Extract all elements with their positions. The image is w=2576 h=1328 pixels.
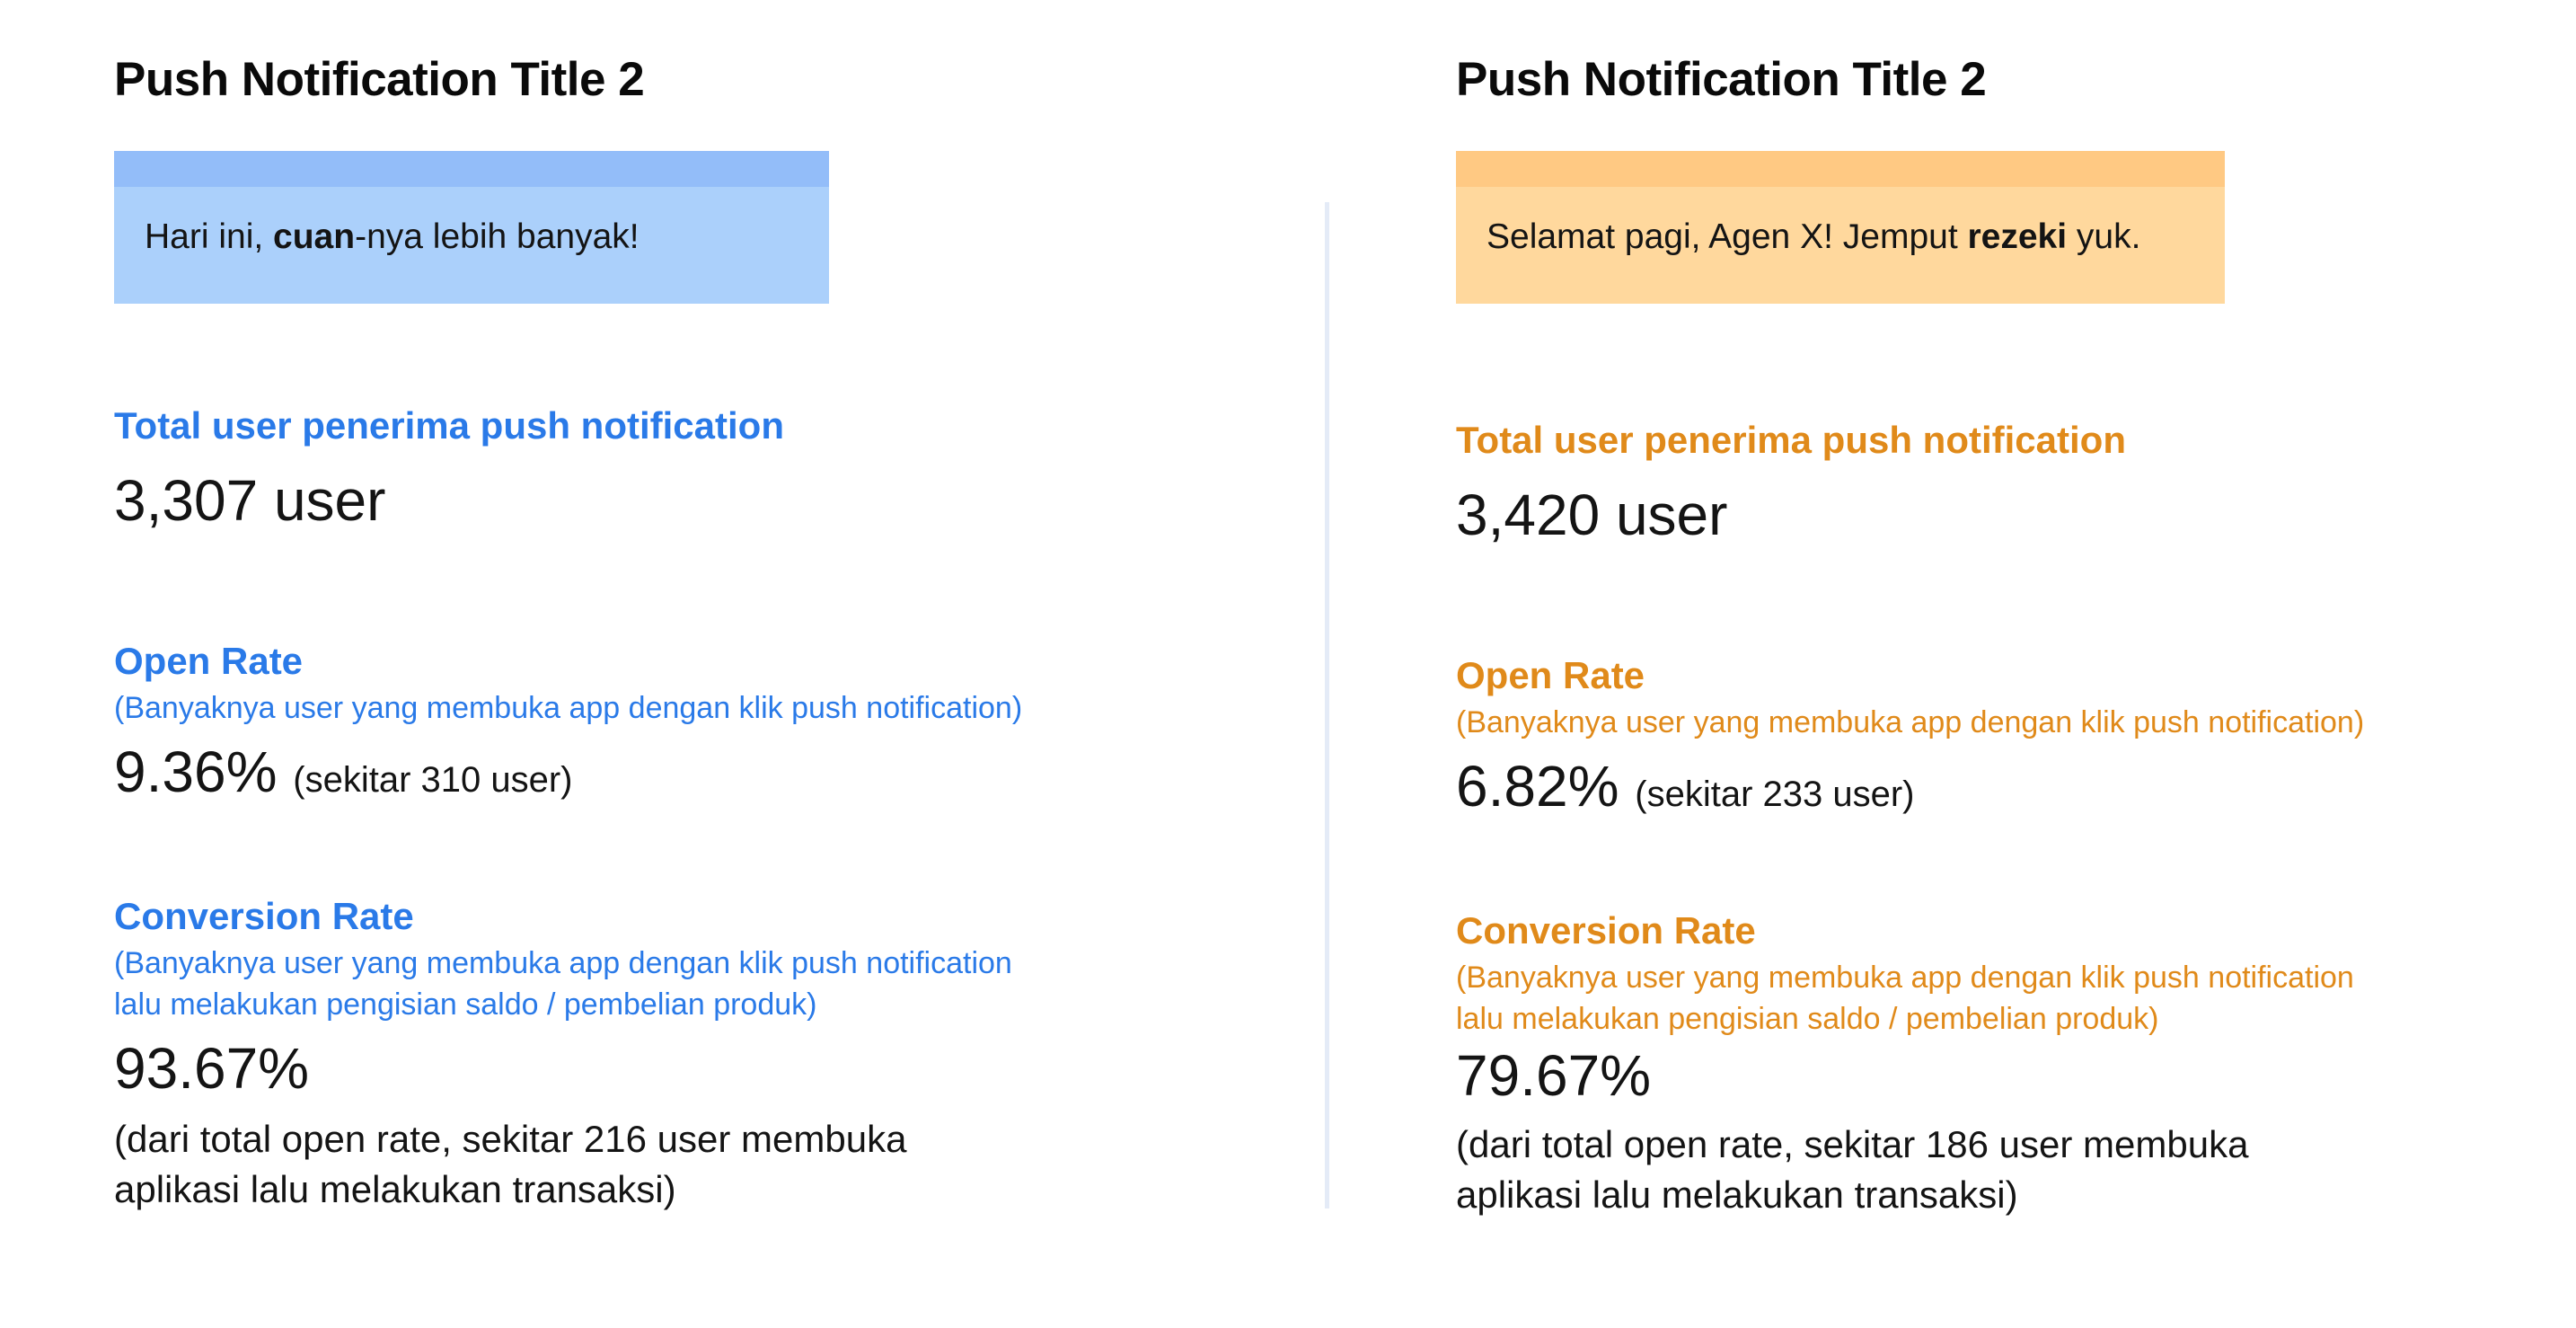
conversion-rate-description: (Banyaknya user yang membuka app dengan klik push notification lalu melakukan pengisian saldo / pembelian produk) (1456, 961, 2354, 1036)
notification-header-bar (114, 151, 829, 187)
total-users-label: Total user penerima push notification (1456, 419, 2126, 461)
open-rate-label: Open Rate (114, 640, 304, 682)
conversion-rate-label: Conversion Rate (114, 895, 414, 937)
open-rate-users: (sekitar 310 user) (293, 760, 573, 800)
notification-message: Hari ini, cuan-nya lebih banyak! (145, 217, 640, 256)
total-users-label: Total user penerima push notification (114, 404, 784, 447)
total-users-value: 3,307 user (114, 468, 386, 533)
notification-preview (1456, 151, 2225, 304)
open-rate-description: (Banyaknya user yang membuka app dengan klik push notification) (114, 691, 1023, 725)
conversion-rate-note: (dari total open rate, sekitar 186 user membuka aplikasi lalu melakukan transaksi) (1456, 1123, 2249, 1216)
conversion-rate-note: (dari total open rate, sekitar 216 user membuka aplikasi lalu melakukan transaksi) (114, 1118, 907, 1210)
panel-title: Push Notification Title 2 (1456, 53, 1987, 106)
open-rate-value: 9.36% (sekitar 310 user) (114, 739, 573, 804)
right-panel (1456, 0, 2561, 1328)
conversion-rate-value: 93.67% (114, 1036, 310, 1101)
conversion-rate-label: Conversion Rate (1456, 909, 1756, 952)
open-rate-description: (Banyaknya user yang membuka app dengan klik push notification) (1456, 705, 2365, 739)
total-users-value: 3,420 user (1456, 483, 1728, 547)
column-divider (1325, 202, 1329, 1208)
open-rate-label: Open Rate (1456, 654, 1645, 696)
panel-title: Push Notification Title 2 (114, 53, 645, 106)
conversion-rate-description: (Banyaknya user yang membuka app dengan klik push notification lalu melakukan pengisian saldo / pembelian produk) (114, 946, 1012, 1022)
conversion-rate-value: 79.67% (1456, 1043, 1652, 1108)
notification-message: Selamat pagi, Agen X! Jemput rezeki yuk. (1486, 217, 2141, 256)
left-panel (114, 0, 1237, 1328)
open-rate-users: (sekitar 233 user) (1635, 775, 1915, 814)
open-rate-value: 6.82% (sekitar 233 user) (1456, 754, 1915, 819)
notification-header-bar (1456, 151, 2225, 187)
notification-preview (114, 151, 829, 304)
